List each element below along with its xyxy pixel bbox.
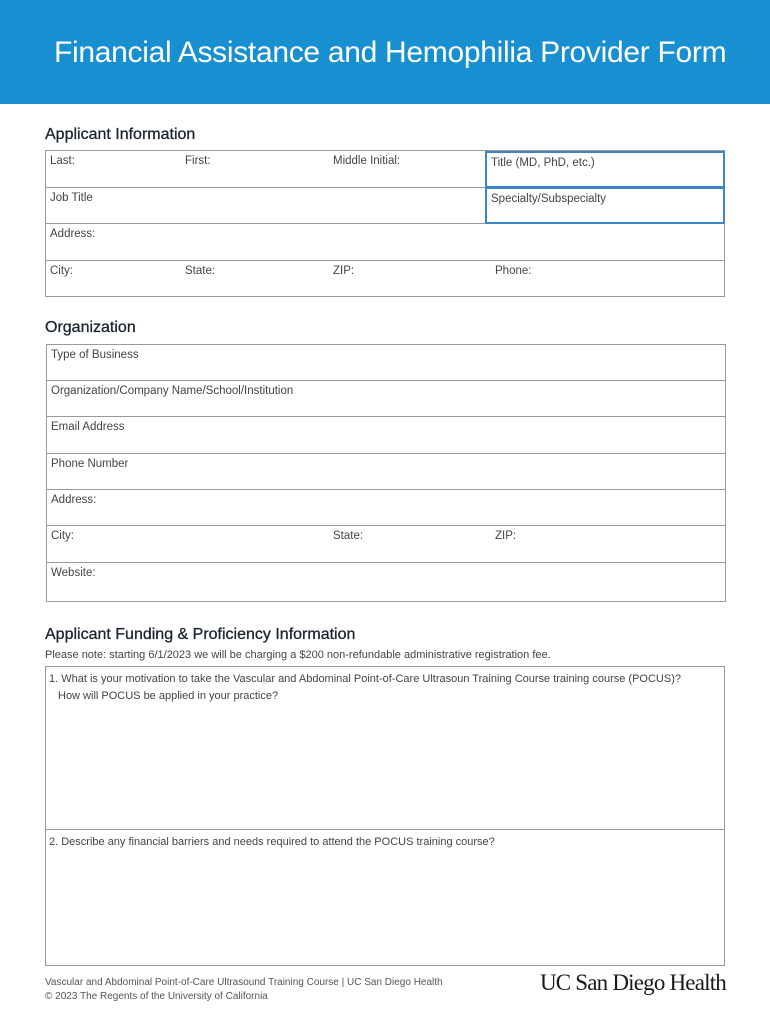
organization-section-title: Organization bbox=[45, 319, 136, 336]
uc-san-diego-health-logo: UC San Diego Health bbox=[539, 970, 726, 995]
applicant-phone-field[interactable]: Phone: bbox=[495, 265, 532, 277]
question-1-line2: How will POCUS be applied in your practice? bbox=[58, 690, 279, 702]
applicant-state-field[interactable]: State: bbox=[185, 265, 216, 277]
applicant-row-name bbox=[46, 151, 724, 188]
org-row-phone bbox=[47, 454, 725, 490]
question-2-label: 2. Describe any financial barriers and needs required to attend the POCUS training course? bbox=[49, 836, 495, 848]
org-zip-field[interactable]: ZIP: bbox=[495, 530, 517, 542]
applicant-row-address bbox=[46, 224, 724, 261]
org-email-field[interactable]: Email Address bbox=[51, 421, 125, 433]
organization-grid bbox=[46, 344, 726, 602]
header-banner bbox=[0, 0, 770, 104]
job-title-field[interactable]: Job Title bbox=[50, 192, 93, 204]
middle-initial-field[interactable]: Middle Initial: bbox=[333, 155, 401, 167]
org-phone-field[interactable]: Phone Number bbox=[51, 458, 129, 470]
type-of-business-field[interactable]: Type of Business bbox=[51, 349, 139, 361]
org-city-field[interactable]: City: bbox=[51, 530, 74, 542]
org-row-address bbox=[47, 490, 725, 526]
last-name-field[interactable]: Last: bbox=[50, 155, 75, 167]
org-website-field[interactable]: Website: bbox=[51, 567, 96, 579]
org-address-field[interactable]: Address: bbox=[51, 494, 97, 506]
org-row-type bbox=[47, 345, 725, 381]
funding-section-title: Applicant Funding & Proficiency Information bbox=[45, 626, 356, 643]
question-1-line1: 1. What is your motivation to take the Vascular and Abdominal Point-of-Care Ultrasoun Training Course training course (POCUS)? bbox=[49, 673, 681, 685]
applicant-city-field[interactable]: City: bbox=[50, 265, 73, 277]
footer-course-line: Vascular and Abdominal Point-of-Care Ultrasound Training Course | UC San Diego Health bbox=[45, 977, 443, 988]
fee-note: Please note: starting 6/1/2023 we will be charging a $200 non-refundable administrative registration fee. bbox=[45, 649, 551, 661]
footer-copyright: © 2023 The Regents of the University of California bbox=[45, 991, 268, 1002]
specialty-field[interactable]: Specialty/Subspecialty bbox=[485, 187, 725, 224]
org-state-field[interactable]: State: bbox=[333, 530, 364, 542]
organization-name-field[interactable]: Organization/Company Name/School/Institution bbox=[51, 385, 294, 397]
first-name-field[interactable]: First: bbox=[185, 155, 211, 167]
question-2-field[interactable] bbox=[46, 830, 724, 965]
applicant-row-job bbox=[46, 188, 724, 224]
org-row-email bbox=[47, 417, 725, 454]
applicant-grid bbox=[45, 150, 725, 297]
page-title: Financial Assistance and Hemophilia Provider Form bbox=[54, 36, 727, 69]
question-1-field[interactable] bbox=[46, 667, 724, 830]
org-row-name bbox=[47, 381, 725, 417]
applicant-section-title: Applicant Information bbox=[45, 126, 196, 143]
degree-title-field[interactable]: Title (MD, PhD, etc.) bbox=[485, 151, 725, 188]
org-row-website bbox=[47, 563, 725, 602]
questions-box bbox=[45, 666, 725, 966]
applicant-address-field[interactable]: Address: bbox=[50, 228, 96, 240]
applicant-zip-field[interactable]: ZIP: bbox=[333, 265, 355, 277]
footer-text bbox=[45, 976, 443, 1004]
applicant-row-city bbox=[46, 261, 724, 297]
org-row-city bbox=[47, 526, 725, 563]
